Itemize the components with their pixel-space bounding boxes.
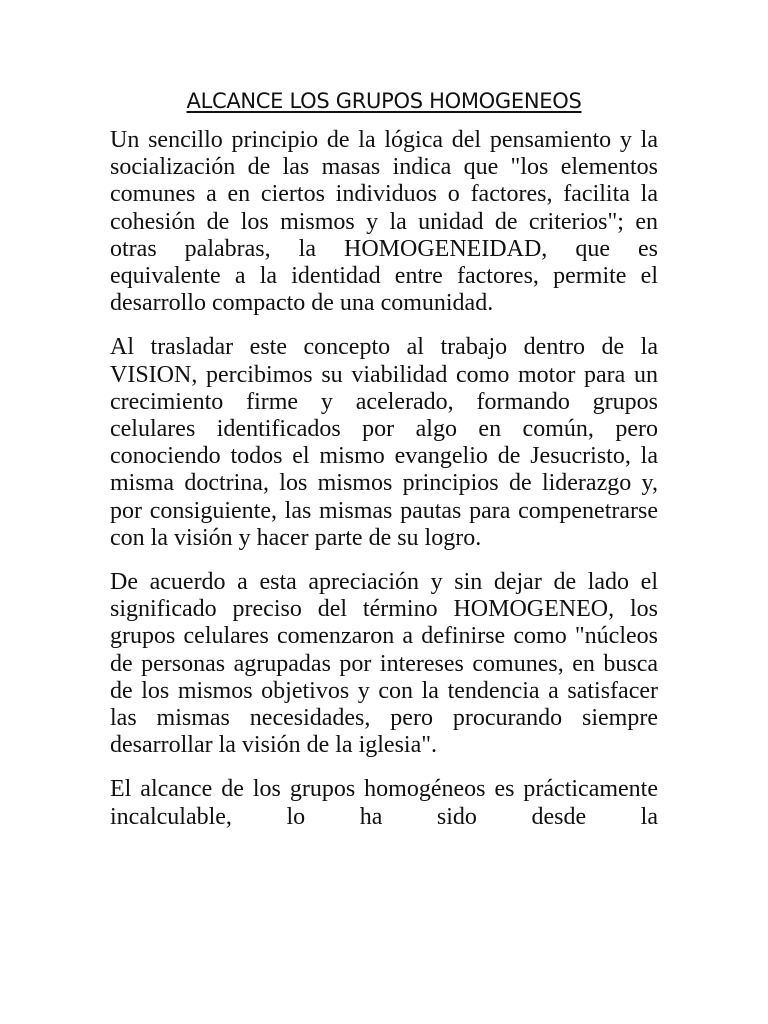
paragraph-3: De acuerdo a esta apreciación y sin dejar de lado el significado preciso del término HOMOGENEO, los grupos celulares comenzaron a definirse como "núcleos de personas agrupadas por intereses comunes, en busca de los mismos objetivos y con la tendencia a satisfacer las mismas necesidades, pero procurando siempre desarrollar la visión de la iglesia". xyxy=(110,569,658,759)
document-title: ALCANCE LOS GRUPOS HOMOGENEOS xyxy=(186,89,582,113)
paragraph-2: Al trasladar este concepto al trabajo dentro de la VISION, percibimos su viabilidad como motor para un crecimiento firme y acelerado, formando grupos celulares identificados por algo en común, pero conociendo todos el mismo evangelio de Jesucristo, la misma doctrina, los mismos principios de liderazgo y, por consiguiente, las mismas pautas para compenetrarse con la visión y hacer parte de su logro. xyxy=(110,334,658,551)
paragraph-4: El alcance de los grupos homogéneos es prácticamente incalculable, lo ha sido desde la xyxy=(110,776,658,830)
paragraph-1: Un sencillo principio de la lógica del pensamiento y la socialización de las masas indica que "los elementos comunes a en ciertos individuos o factores, facilita la cohesión de los mismos y la unidad de criterios"; en otras palabras, la HOMOGENEIDAD, que es equivalente a la identidad entre factores, permite el desarrollo compacto de una comunidad. xyxy=(110,127,658,317)
document-body xyxy=(110,127,658,848)
